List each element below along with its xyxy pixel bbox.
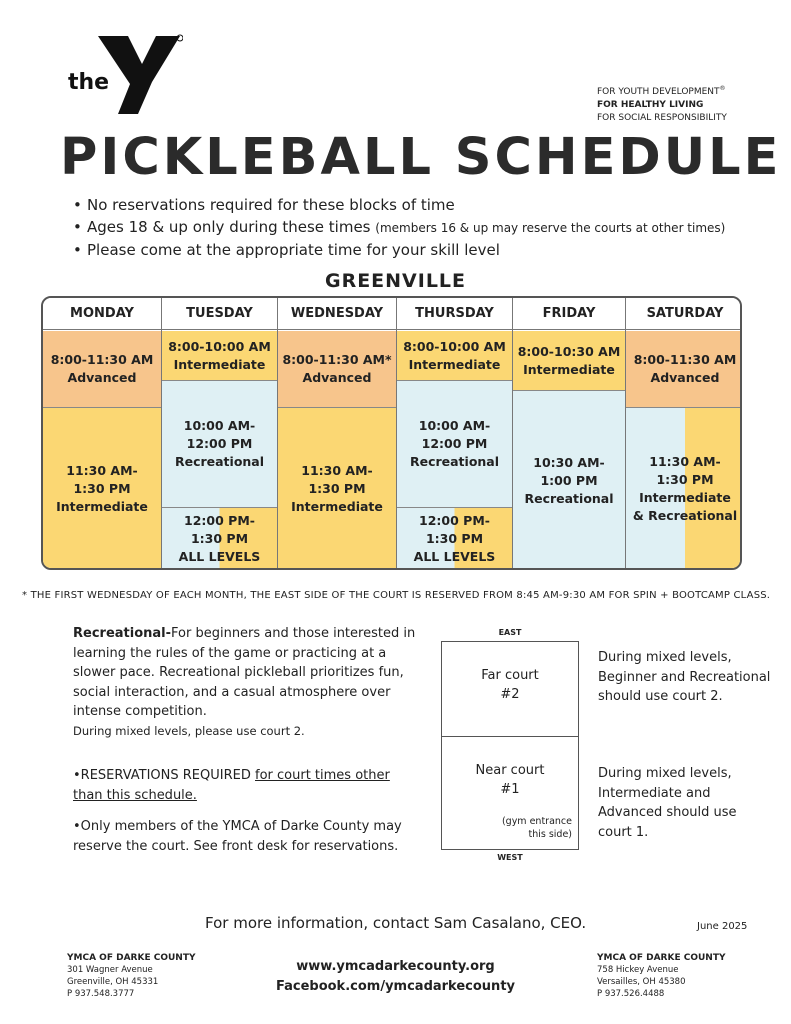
- day-header: WEDNESDAY: [278, 298, 396, 330]
- reservation-required: •RESERVATIONS REQUIRED for court times other than this schedule.: [73, 768, 390, 803]
- time-block: 12:00 PM- 1:30 PM ALL LEVELS: [162, 508, 277, 570]
- reservation-members: •Only members of the YMCA of Darke County may reserve the court. See front desk for reservations.: [73, 819, 402, 854]
- ymca-y-icon: [98, 34, 183, 116]
- contact-info: For more information, contact Sam Casalano, CEO.: [205, 914, 587, 932]
- time-block: 8:00-11:30 AM Advanced: [43, 331, 161, 408]
- time-block: 10:00 AM- 12:00 PM Recreational: [397, 381, 512, 508]
- versailles-address: YMCA OF DARKE COUNTY 758 Hickey Avenue Versailles, OH 45380 P 937.526.4488: [597, 953, 726, 999]
- far-court-guidance: During mixed levels, Beginner and Recreational should use court 2.: [598, 650, 771, 704]
- tagline-line-1: FOR YOUTH DEVELOPMENT®: [597, 85, 726, 97]
- near-court-guidance: During mixed levels, Intermediate and Advanced should use court 1.: [598, 766, 737, 840]
- bullet-item: • Ages 18 & up only during these times (members 16 & up may reserve the courts at other times): [73, 218, 726, 236]
- bullet-item: • No reservations required for these blocks of time: [73, 196, 455, 214]
- time-block: 8:00-10:00 AM Intermediate: [162, 331, 277, 381]
- far-court: [441, 641, 579, 737]
- recreational-text: For beginners and those interested in learning the rules of the game or practicing at a slower pace. Recreational pickleball prioritizes fun, social interaction, and a casual atmosphere over intense competition.: [73, 626, 416, 719]
- far-court-label: Far court #2: [481, 668, 539, 702]
- day-column-monday: [43, 298, 162, 570]
- recreational-description: [73, 624, 418, 741]
- time-block: 8:00-11:30 AM Advanced: [626, 331, 742, 408]
- schedule-table: [41, 296, 742, 570]
- time-block: 11:30 AM- 1:30 PM Intermediate & Recreational: [626, 408, 742, 570]
- time-block: 10:30 AM- 1:00 PM Recreational: [513, 391, 625, 570]
- tagline-line-3: FOR SOCIAL RESPONSIBILITY: [597, 113, 727, 123]
- location-heading: GREENVILLE: [324, 270, 467, 292]
- day-header: THURSDAY: [397, 298, 512, 330]
- logo-ymca-text: YMCA: [151, 90, 172, 114]
- day-column-saturday: [626, 298, 742, 570]
- west-label: WEST: [497, 853, 523, 862]
- time-block: 12:00 PM- 1:30 PM ALL LEVELS: [397, 508, 512, 570]
- near-court-label: Near court #1: [475, 763, 545, 797]
- tagline-line-2: FOR HEALTHY LIVING: [597, 100, 704, 110]
- day-header: MONDAY: [43, 298, 161, 330]
- facebook-link[interactable]: Facebook.com/ymcadarkecounty: [275, 979, 516, 994]
- day-column-wednesday: [278, 298, 397, 570]
- day-header: TUESDAY: [162, 298, 277, 330]
- day-header: FRIDAY: [513, 298, 625, 330]
- logo-the-text: the: [68, 70, 110, 95]
- page-title: PICKLEBALL SCHEDULE: [60, 128, 782, 187]
- info-bullets: [73, 194, 725, 261]
- ymca-logo: [68, 34, 183, 116]
- reservation-info: [73, 766, 418, 868]
- greenville-address: YMCA OF DARKE COUNTY 301 Wagner Avenue Greenville, OH 45331 P 937.548.3777: [67, 953, 196, 999]
- near-court: [441, 736, 579, 850]
- time-block: 8:00-10:30 AM Intermediate: [513, 331, 625, 391]
- time-block: 8:00-10:00 AM Intermediate: [397, 331, 512, 381]
- day-header: SATURDAY: [626, 298, 742, 330]
- recreational-label: Recreational-: [73, 626, 172, 641]
- schedule-footnote: * THE FIRST WEDNESDAY OF EACH MONTH, THE EAST SIDE OF THE COURT IS RESERVED FROM 8:45 AM-9:30 AM FOR SPIN + BOOTCAMP CLASS.: [22, 590, 771, 601]
- day-column-thursday: [397, 298, 513, 570]
- time-block: 8:00-11:30 AM* Advanced: [278, 331, 396, 408]
- time-block: 11:30 AM- 1:30 PM Intermediate: [43, 408, 161, 570]
- tagline: [597, 82, 727, 125]
- time-block: 11:30 AM- 1:30 PM Intermediate: [278, 408, 396, 570]
- website-link[interactable]: www.ymcadarkecounty.org: [296, 959, 495, 974]
- time-block: 10:00 AM- 12:00 PM Recreational: [162, 381, 277, 508]
- bullet-item: • Please come at the appropriate time for your skill level: [73, 241, 500, 259]
- gym-entrance-note: (gym entrance this side): [501, 816, 572, 840]
- publish-date: June 2025: [697, 921, 748, 932]
- day-column-friday: [513, 298, 626, 570]
- recreational-note: During mixed levels, please use court 2.: [73, 723, 305, 738]
- day-column-tuesday: [162, 298, 278, 570]
- east-label: EAST: [498, 628, 522, 637]
- registered-mark: ®: [719, 85, 726, 92]
